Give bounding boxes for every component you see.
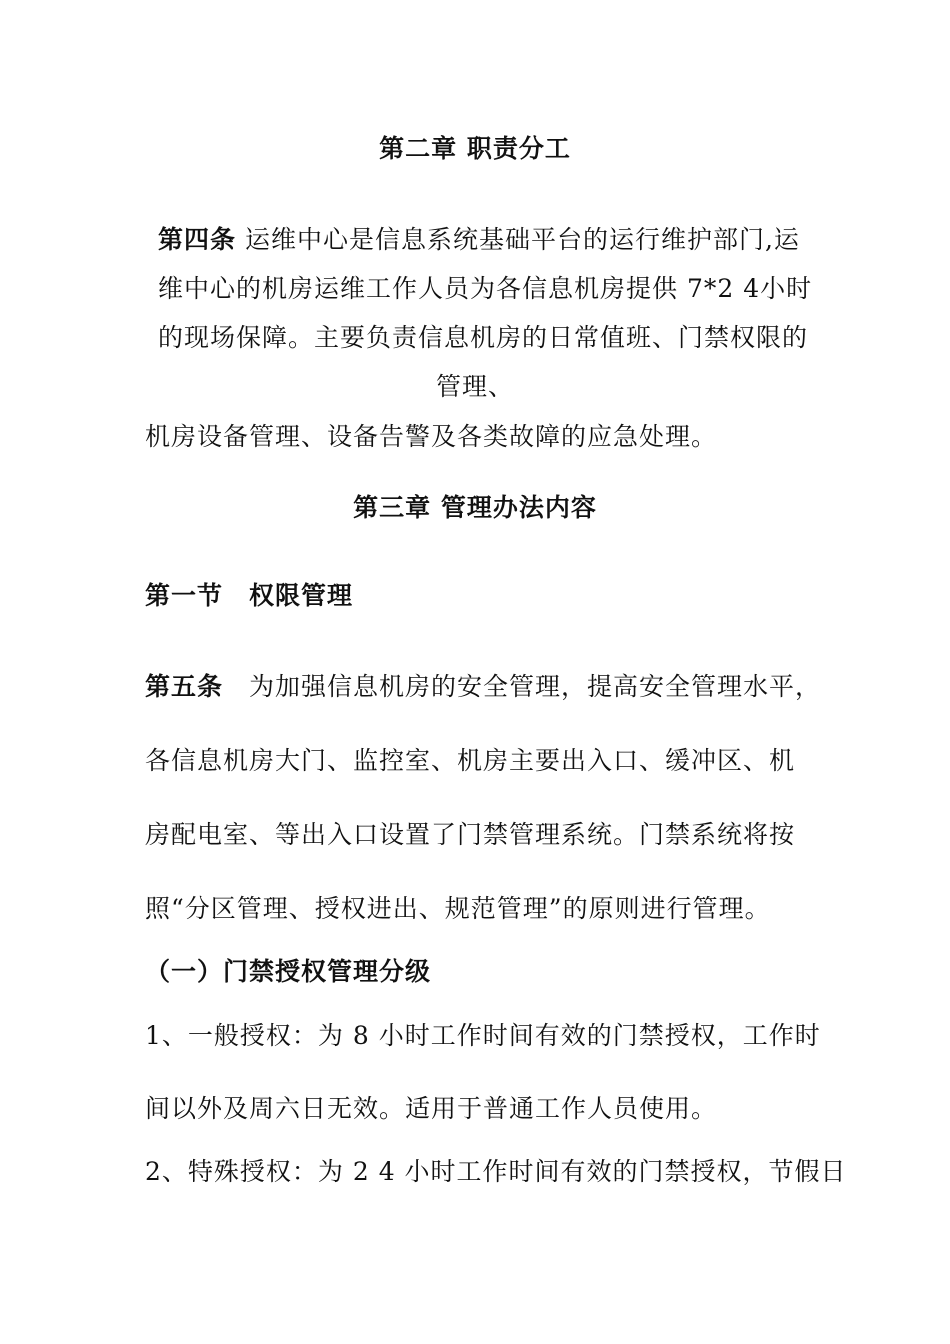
article-4-line-4: 管理、 <box>435 372 514 401</box>
article-5-line-3: 房配电室、等出入口设置了门禁管理系统。门禁系统将按 <box>145 820 796 849</box>
article-5-line-1 <box>145 671 821 703</box>
article-5-text-1: 为加强信息机房的安全管理，提高安全管理水平， <box>223 672 822 701</box>
chapter-2-title: 第二章 职责分工 <box>379 134 571 163</box>
article-4-text-1: 运维中心是信息系统基础平台的运行维护部门,运 <box>236 225 800 254</box>
section-1-title: 第一节 权限管理 <box>145 581 354 610</box>
auth-item-1-line-2: 间以外及周六日无效。适用于普通工作人员使用。 <box>145 1094 718 1123</box>
article-4-line-5: 机房设备管理、设备告警及各类故障的应急处理。 <box>145 422 718 451</box>
article-5-line-2: 各信息机房大门、监控室、机房主要出入口、缓冲区、机 <box>145 746 796 775</box>
auth-item-2-line-1: 2、特殊授权：为 2 4 小时工作时间有效的门禁授权，节假日 <box>145 1157 847 1186</box>
article-4-line-1 <box>158 224 800 256</box>
article-4-label: 第四条 <box>158 225 237 254</box>
article-5-line-4: 照“分区管理、授权进出、规范管理”的原则进行管理。 <box>145 894 771 923</box>
auth-item-1-line-1: 1、一般授权：为 8 小时工作时间有效的门禁授权，工作时 <box>145 1021 821 1050</box>
article-4-line-2: 维中心的机房运维工作人员为各信息机房提供 7*2 4小时 <box>158 274 813 303</box>
article-5-label: 第五条 <box>145 672 224 701</box>
subsection-1-title: （一）门禁授权管理分级 <box>145 957 432 986</box>
article-4-line-3: 的现场保障。主要负责信息机房的日常值班、门禁权限的 <box>158 323 809 352</box>
chapter-3-title: 第三章 管理办法内容 <box>353 493 597 522</box>
